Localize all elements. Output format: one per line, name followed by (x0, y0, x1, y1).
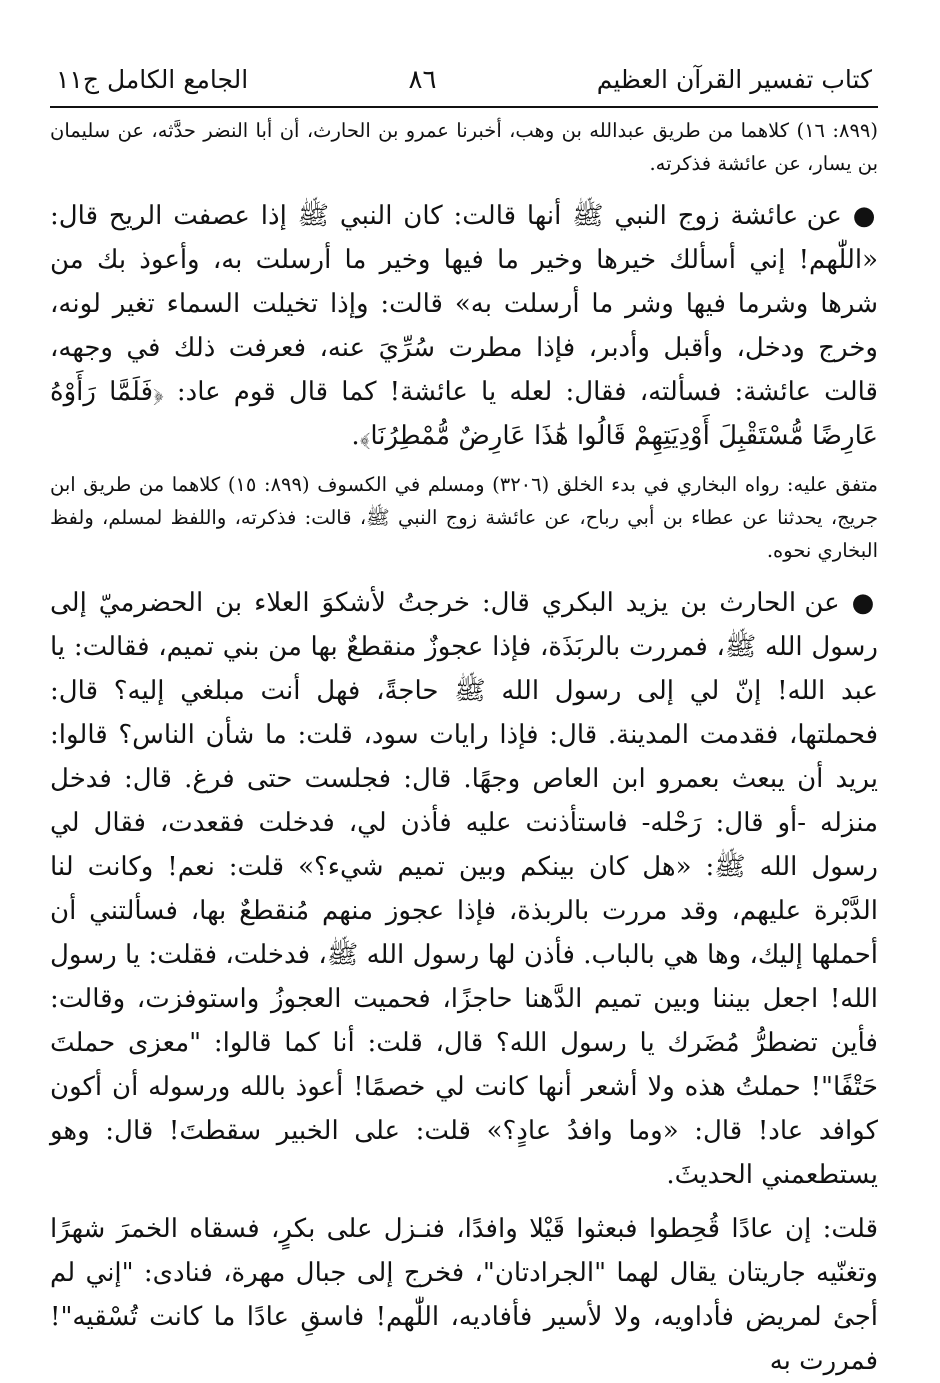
hadith-paragraph (50, 194, 878, 458)
hadith-text: عن عائشة زوج النبي ﷺ أنها قالت: كان النبي ﷺ إذا عصفت الريح قال: «اللّٰهم! إني أسألك خيرها وخير ما فيها وخير ما أرسلت به، وأعوذ بك من شرها وشرما فيها وشر ما أرسلت به» قالت: وإذا تخيلت السماء تغير لونه، وخرج ودخل، وأقبل وأدبر، فإذا مطرت سُرِّيَ عنه، فعرفت ذلك في وجهه، قالت عائشة: فسألته، فقال: لعله يا عائشة! كما قال قوم عاد: ﴿فَلَمَّا رَأَوْهُ عَارِضًا مُّسْتَقْبِلَ أَوْدِيَتِهِمْ قَالُوا هَٰذَا عَارِضٌ مُّمْطِرُنَا﴾. (50, 201, 878, 451)
bullet-icon: ● (852, 201, 879, 231)
bullet-icon: ● (851, 588, 879, 618)
takhrij-note: متفق عليه: رواه البخاري في بدء الخلق (٣٢٠٦) ومسلم في الكسوف (٨٩٩: ١٥) كلاهما من طريق ابن جريج، يحدثنا عن عطاء بن أبي رباح، عن عائشة زوج النبي ﷺ، قالت: فذكرته، واللفظ لمسلم، ولفظ البخاري نحوه. (50, 473, 878, 562)
hadith-text: عن الحارث بن يزيد البكري قال: خرجتُ لأشكوَ العلاء بن الحضرميّ إلى رسول الله ﷺ، فمررت بالربَذَة، فإذا عجوزٌ منقطعٌ بها من بني تميم، فقالت: يا عبد الله! إنّ لي إلى رسول الله ﷺ حاجةً، فهل أنت مبلغي إليه؟ قال: فحملتها، فقدمت المدينة. قال: فإذا رايات سود، قلت: ما شأن الناس؟ قالوا: يريد أن يبعث بعمرو ابن العاص وجهًا. قال: فجلست حتى فرغ. قال: فدخل منزله -أو قال: رَحْله- فاستأذنت عليه فأذن لي، فدخلت فقعدت، فقال لي رسول الله ﷺ: «هل كان بينكم وبين تميم شيء؟» قلت: نعم! وكانت لنا الدَّبْرة عليهم، وقد مررت بالربذة، فإذا عجوز منهم مُنقطعٌ بها، فسألتني أن أحملها إليك، وها هي بالباب. فأذن لها رسول الله ﷺ، فدخلت، فقلت: يا رسول الله! اجعل بيننا وبين تميم الدَّهنا حاجزًا، فحميت العجوزُ واستوفزت، وقالت: فأين تضطرُّ مُضَرك يا رسول الله؟ قال، قلت: أنا كما قالوا: "معزى حملتَ حَتْفًا"! حملتُ هذه ولا أشعر أنها كانت لي خصمًا! أعوذ بالله ورسوله أن أكون كوافد عاد! قال: «وما وافدُ عادٍ؟» قلت: على الخبير سقطتَ! قال: وهو يستطعمني الحديثَ. (50, 588, 879, 1190)
volume-title: الجامع الكامل ج١١ (56, 65, 249, 94)
continuation-paragraph: قلت: إن عادًا قُحِطوا فبعثوا قَيْلا وافدًا، فنـزل على بكرٍ، فسقاه الخمرَ شهرًا وتغنّيه جاريتان يقال لهما "الجرادتان"، فخرج إلى جبال مهرة، فنادى: "إني لم أجئ لمريض فأداويه، ولا لأسير فأفاديه، اللّٰهم! فاسقِ عادًا ما كانت تُسْقيه"! فمررت به (50, 1214, 878, 1376)
page-header (50, 62, 878, 104)
hadith-paragraph (50, 581, 878, 1197)
page-number: ٨٦ (408, 65, 437, 95)
header-rule (50, 106, 878, 108)
reference-note: (٨٩٩: ١٦) كلاهما من طريق عبدالله بن وهب، أخبرنا عمرو بن الحارث، أن أبا النضر حدَّثه، عن سليمان بن يسار، عن عائشة فذكرته. (50, 119, 878, 175)
book-title: كتاب تفسير القرآن العظيم (596, 65, 872, 94)
